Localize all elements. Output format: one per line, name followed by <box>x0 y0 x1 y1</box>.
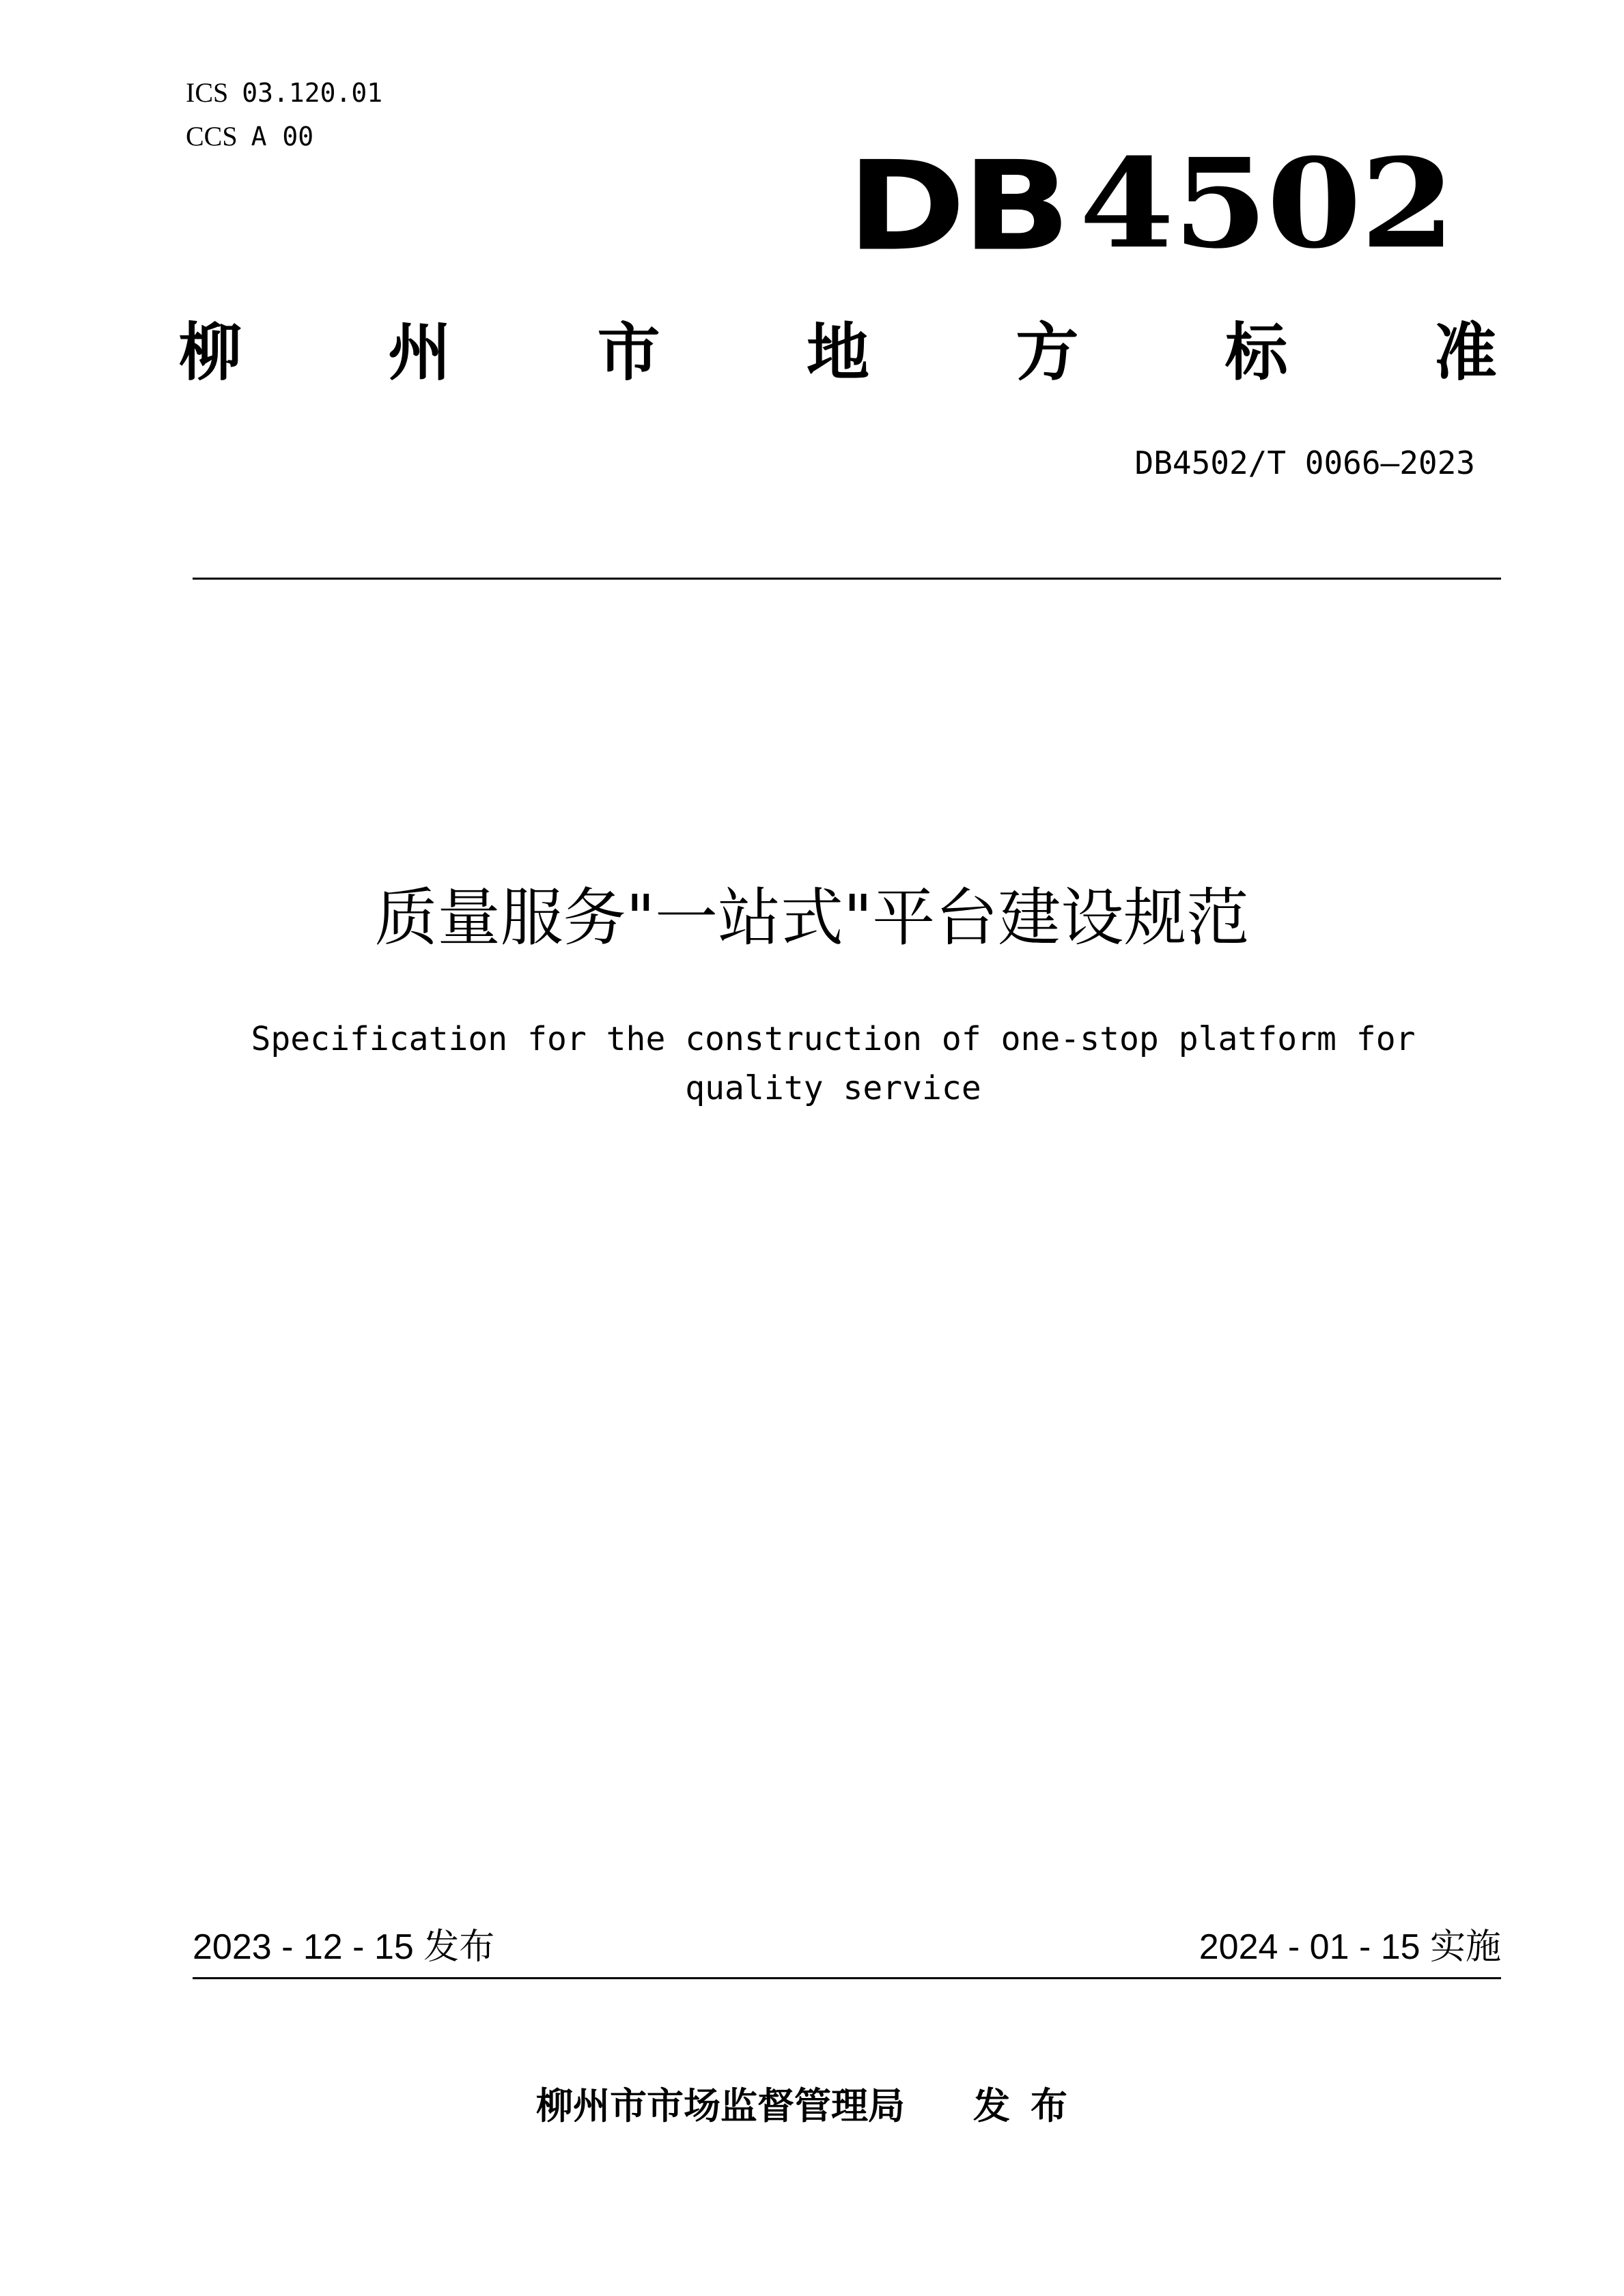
db-logo-letters: DB <box>847 134 1067 279</box>
ics-value: 03.120.01 <box>242 78 383 108</box>
issuer-action: 发布 <box>973 2084 1088 2127</box>
ics-classification <box>186 76 382 109</box>
standard-type-char: 准 <box>1433 316 1497 389</box>
db-logo-number: 4502 <box>1079 131 1455 277</box>
ccs-label: CCS <box>186 121 238 152</box>
dates-divider <box>193 1977 1501 1979</box>
title-english: Specification for the construction of one-stop platform for quality service <box>251 1020 1416 1107</box>
standard-type-char: 地 <box>806 316 869 389</box>
standard-type-char: 州 <box>388 316 451 389</box>
standard-code: DB4502/T 0066—2023 <box>1134 444 1475 481</box>
standard-type-heading <box>179 315 1497 391</box>
db-standard-logo <box>847 131 1455 279</box>
standard-type-char: 市 <box>597 316 660 389</box>
ics-label: ICS <box>186 77 229 108</box>
standard-type-char: 方 <box>1016 316 1079 389</box>
standard-type-char: 柳 <box>179 316 242 389</box>
issuer <box>273 2082 1351 2130</box>
title-chinese: 质量服务"一站式"平台建设规范 <box>374 881 1250 954</box>
standard-type-char: 标 <box>1224 316 1288 389</box>
publish-date: 2023 - 12 - 15 发布 <box>193 1927 495 1967</box>
header-divider <box>193 578 1501 580</box>
issuer-name: 柳州市市场监督管理局 <box>536 2084 905 2127</box>
implement-date: 2024 - 01 - 15 实施 <box>1199 1927 1501 1967</box>
ccs-value: A 00 <box>251 122 314 152</box>
ccs-classification <box>186 120 313 153</box>
